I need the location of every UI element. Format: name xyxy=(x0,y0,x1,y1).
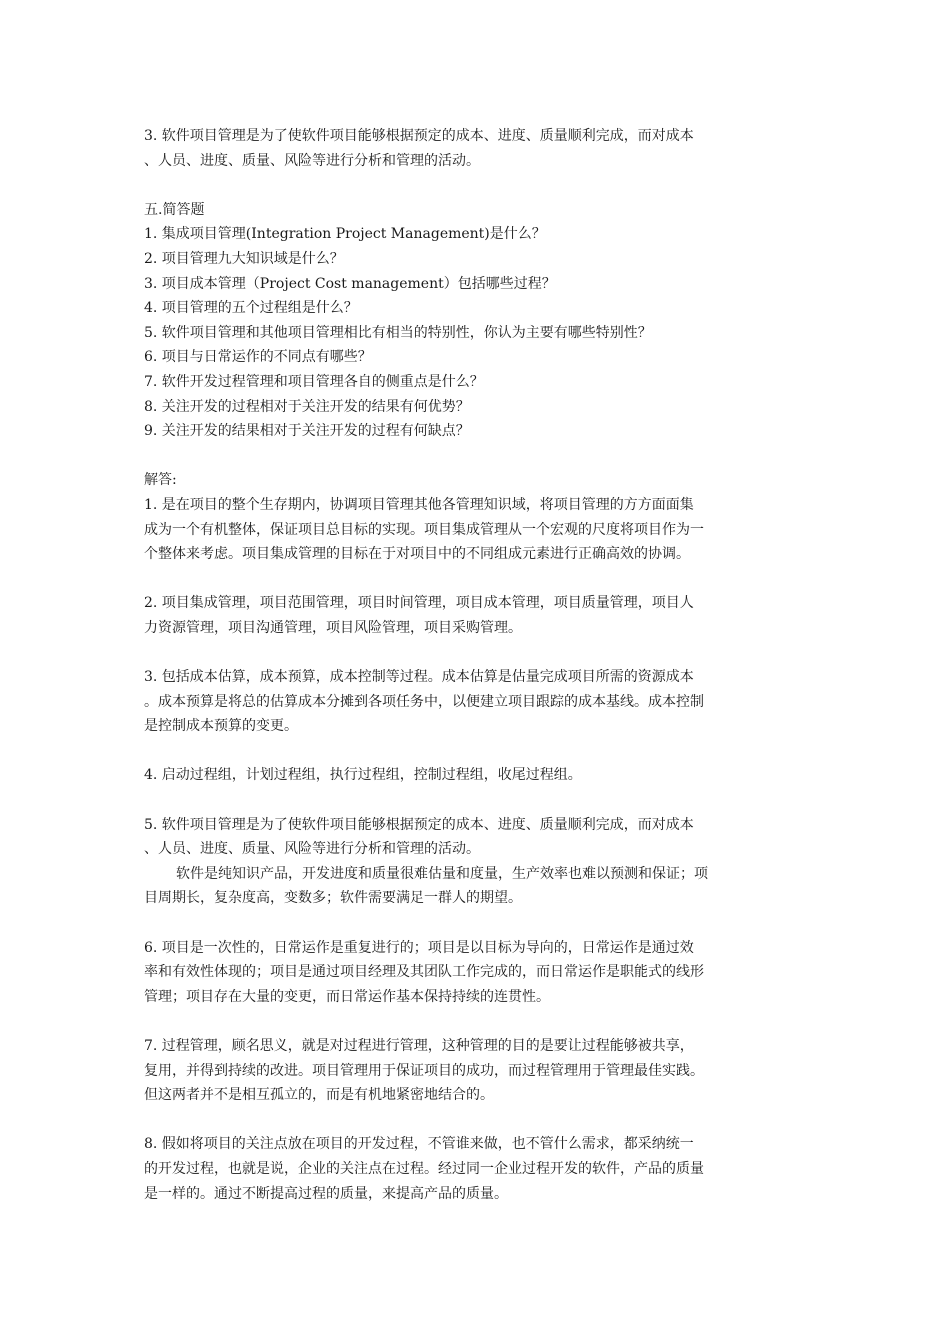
question-item: 9. 关注开发的结果相对于关注开发的过程有何缺点？ xyxy=(144,423,470,440)
text-line: 目周期长，复杂度高，变数多；软件需要满足一群人的期望。 xyxy=(144,890,522,907)
question-item: 1. 集成项目管理(Integration Project Management)是什么？ xyxy=(144,226,546,243)
text-line: 是控制成本预算的变更。 xyxy=(144,718,298,735)
text-line: 率和有效性体现的；项目是通过项目经理及其团队工作完成的，而日常运作是职能式的线形 xyxy=(144,964,704,981)
text-line: 是一样的。通过不断提高过程的质量，来提高产品的质量。 xyxy=(144,1185,508,1202)
text-line: 、人员、进度、质量、风险等进行分析和管理的活动。 xyxy=(144,152,480,169)
text-line: 软件是纯知识产品，开发进度和质量很难估量和度量，生产效率也难以预测和保证；项 xyxy=(176,865,708,882)
text-line: 8. 假如将项目的关注点放在项目的开发过程，不管谁来做，也不管什么需求，都采纳统一 xyxy=(144,1136,694,1153)
question-item: 4. 项目管理的五个过程组是什么？ xyxy=(144,300,358,317)
text-line: 复用，并得到持续的改进。项目管理用于保证项目的成功，而过程管理用于管理最佳实践。 xyxy=(144,1062,704,1079)
paragraph-gap xyxy=(144,788,794,813)
answer-8 xyxy=(144,1132,794,1206)
text-line: 2. 项目集成管理，项目范围管理，项目时间管理，项目成本管理，项目质量管理，项目人 xyxy=(144,595,694,612)
text-line: 3. 包括成本估算，成本预算，成本控制等过程。成本估算是估量完成项目所需的资源成本 xyxy=(144,669,694,686)
document-page xyxy=(144,124,794,1206)
answers-heading: 解答: xyxy=(144,472,177,489)
text-line: 的开发过程，也就是说，企业的关注点在过程。经过同一企业过程开发的软件，产品的质量 xyxy=(144,1160,704,1177)
answer-5 xyxy=(144,813,794,911)
question-item: 8. 关注开发的过程相对于关注开发的结果有何优势？ xyxy=(144,398,470,415)
text-line: 7. 过程管理，顾名思义，就是对过程进行管理，这种管理的目的是要让过程能够被共享， xyxy=(144,1037,694,1054)
paragraph-gap xyxy=(144,567,794,592)
paragraph-gap xyxy=(144,1108,794,1133)
question-item: 7. 软件开发过程管理和项目管理各自的侧重点是什么？ xyxy=(144,373,484,390)
text-line: 。成本预算是将总的估算成本分摊到各项任务中，以便建立项目跟踪的成本基线。成本控制 xyxy=(144,693,704,710)
text-line: 但这两者并不是相互孤立的，而是有机地紧密地结合的。 xyxy=(144,1087,494,1104)
text-line: 3. 软件项目管理是为了使软件项目能够根据预定的成本、进度、质量顺利完成，而对成本 xyxy=(144,128,694,144)
answer-2 xyxy=(144,591,794,640)
paragraph-gap xyxy=(144,911,794,936)
questions-section xyxy=(144,198,794,444)
text-line: 管理；项目存在大量的变更，而日常运作基本保持持续的连贯性。 xyxy=(144,988,550,1005)
paragraph-gap xyxy=(144,640,794,665)
answer-1 xyxy=(144,468,794,566)
paragraph-gap xyxy=(144,739,794,764)
question-item: 3. 项目成本管理（Project Cost management）包括哪些过程？ xyxy=(144,275,556,292)
text-line: 4. 启动过程组，计划过程组，执行过程组，控制过程组，收尾过程组。 xyxy=(144,767,582,784)
answer-3 xyxy=(144,665,794,739)
intro-paragraph xyxy=(144,124,794,173)
answer-6 xyxy=(144,936,794,1010)
text-line: 6. 项目是一次性的，日常运作是重复进行的；项目是以目标为导向的，日常运作是通过效 xyxy=(144,939,694,956)
text-line: 成为一个有机整体，保证项目总目标的实现。项目集成管理从一个宏观的尺度将项目作为一 xyxy=(144,521,704,538)
answer-7 xyxy=(144,1034,794,1108)
question-item: 5. 软件项目管理和其他项目管理相比有相当的特别性，你认为主要有哪些特别性？ xyxy=(144,324,652,341)
text-line: 、人员、进度、质量、风险等进行分析和管理的活动。 xyxy=(144,841,480,858)
paragraph-gap xyxy=(144,1009,794,1034)
text-line: 个整体来考虑。项目集成管理的目标在于对项目中的不同组成元素进行正确高效的协调。 xyxy=(144,546,690,563)
answer-4 xyxy=(144,763,794,788)
paragraph-gap xyxy=(144,173,794,198)
text-line: 5. 软件项目管理是为了使软件项目能够根据预定的成本、进度、质量顺利完成，而对成本 xyxy=(144,816,694,833)
question-item: 6. 项目与日常运作的不同点有哪些？ xyxy=(144,349,372,366)
section-heading: 五.简答题 xyxy=(144,201,205,218)
text-line: 力资源管理，项目沟通管理，项目风险管理，项目采购管理。 xyxy=(144,619,522,636)
paragraph-gap xyxy=(144,444,794,469)
text-line: 1. 是在项目的整个生存期内，协调项目管理其他各管理知识域，将项目管理的方方面面集 xyxy=(144,496,694,513)
question-item: 2. 项目管理九大知识域是什么？ xyxy=(144,250,344,267)
